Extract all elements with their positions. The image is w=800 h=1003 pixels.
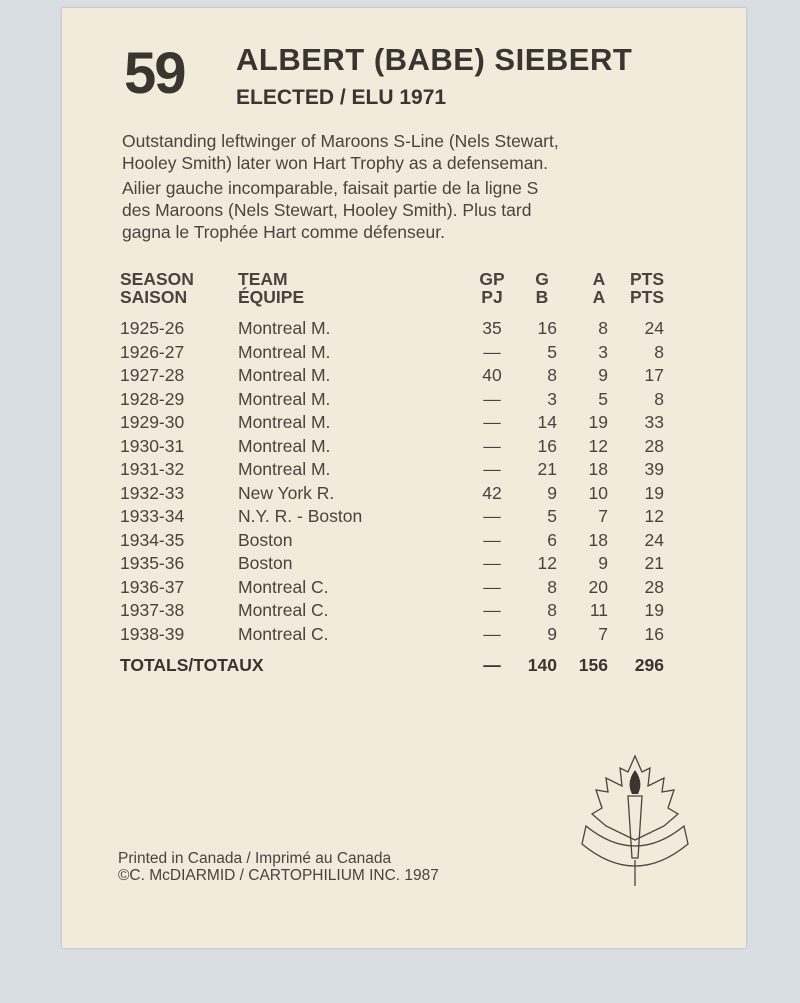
cell-season: 1928-29 [120,388,185,409]
cell-team: New York R. [238,482,335,503]
bio-line: Ailier gauche incomparable, faisait partie de la ligne S [122,178,539,198]
table-row [62,530,746,553]
cell-season: 1930-31 [120,435,185,456]
cell-g: 8 [547,576,557,597]
cell-team: Montreal M. [238,459,331,479]
cell-pts: 8 [654,341,664,362]
cell-gp: — [483,623,501,644]
cell-a: 5 [598,388,608,409]
table-row [62,389,746,412]
cell-g: 6 [547,529,557,550]
cell-gp: 42 [482,482,502,503]
cell-gp: — [483,435,501,456]
footer [118,850,439,884]
table-row [62,553,746,576]
cell-season: 1926-27 [120,341,185,362]
card-number: 59 [124,41,185,106]
cell-pts: 33 [644,412,664,432]
cell-season: 1938-39 [120,623,185,644]
table-row [62,600,746,623]
cell-g: 14 [537,412,557,432]
cell-gp: — [483,576,501,597]
cell-g: 21 [537,459,557,479]
cell-a: 18 [588,529,608,550]
cell-team: Montreal M. [238,365,331,385]
cell-a: 7 [598,506,608,526]
cell-a: 11 [589,600,608,620]
cell-gp: — [483,459,501,479]
cell-g: 8 [547,600,557,620]
totals-row [62,655,746,678]
player-name: ALBERT (BABE) SIEBERT [236,42,633,77]
cell-g: 3 [547,388,557,409]
header-g: G B [535,269,549,307]
cell-team: Montreal C. [238,623,329,644]
cell-team: N.Y. R. - Boston [238,506,363,526]
cell-pts: 24 [644,318,664,338]
totals-label: TOTALS/TOTAUX [120,655,264,675]
cell-season: 1927-28 [120,365,185,385]
cell-g: 8 [547,365,557,385]
cell-season: 1936-37 [120,576,185,597]
cell-gp: — [483,506,501,526]
table-row [62,483,746,506]
cell-pts: 19 [644,482,664,503]
cell-team: Montreal M. [238,341,331,362]
cell-gp: — [483,600,501,620]
cell-pts: 19 [644,600,664,620]
cell-g: 12 [537,553,557,573]
bio-line: Hooley Smith) later won Hart Trophy as a defenseman. [122,153,549,173]
cell-gp: — [483,529,501,550]
cell-a: 10 [588,482,608,503]
cell-gp: — [483,412,501,432]
cell-season: 1937-38 [120,600,185,620]
cell-gp: 40 [482,365,502,385]
table-row [62,412,746,435]
cell-team: Montreal M. [238,435,331,456]
cell-team: Montreal M. [238,318,331,338]
cell-team: Montreal C. [238,576,329,597]
cell-gp: 35 [482,318,502,338]
cell-a: 20 [588,576,608,597]
cell-a: 12 [588,435,608,456]
header-a: A A [592,269,606,307]
cell-season: 1933-34 [120,506,185,526]
totals-g: 140 [527,655,557,675]
bio-french [122,177,722,243]
cell-g: 9 [547,623,557,644]
table-row [62,459,746,482]
bio-line: des Maroons (Nels Stewart, Hooley Smith). Plus tard [122,200,532,220]
printed-in-canada: Printed in Canada / Imprimé au Canada [118,850,392,867]
table-row [62,624,746,647]
cell-team: Montreal C. [238,600,329,620]
hockey-hall-of-fame-logo [578,748,693,888]
card-back [62,8,746,948]
header-team: TEAM ÉQUIPE [238,269,305,307]
cell-a: 3 [598,341,608,362]
cell-g: 5 [547,506,557,526]
cell-team: Boston [238,553,293,573]
cell-pts: 28 [644,435,664,456]
header-season: SEASON SAISON [120,269,194,307]
cell-season: 1929-30 [120,412,185,432]
totals-gp: — [483,655,501,675]
totals-a: 156 [578,655,608,675]
bio-english [122,130,722,174]
cell-pts: 16 [644,623,664,644]
cell-pts: 8 [654,388,664,409]
cell-g: 16 [537,435,557,456]
cell-pts: 39 [644,459,664,479]
cell-pts: 12 [644,506,664,526]
cell-a: 9 [598,365,608,385]
cell-pts: 21 [644,553,664,573]
cell-gp: — [483,341,501,362]
totals-pts: 296 [634,655,664,675]
cell-pts: 24 [644,529,664,550]
cell-g: 16 [537,318,557,338]
cell-g: 9 [547,482,557,503]
cell-pts: 17 [644,365,664,385]
bio-line: Outstanding leftwinger of Maroons S-Line (Nels Stewart, [122,131,559,151]
cell-g: 5 [547,341,557,362]
cell-gp: — [483,553,501,573]
cell-season: 1932-33 [120,482,185,503]
header-gp: GP PJ [479,269,505,307]
cell-a: 8 [598,318,608,338]
table-row [62,506,746,529]
copyright: ©C. McDIARMID / CARTOPHILIUM INC. 1987 [118,867,439,884]
cell-team: Montreal M. [238,412,331,432]
cell-gp: — [483,388,501,409]
cell-season: 1925-26 [120,318,185,338]
cell-pts: 28 [644,576,664,597]
cell-team: Boston [238,529,293,550]
cell-a: 9 [598,553,608,573]
table-row [62,342,746,365]
table-row [62,436,746,459]
cell-team: Montreal M. [238,388,331,409]
cell-a: 18 [588,459,608,479]
table-row [62,365,746,388]
cell-season: 1934-35 [120,529,185,550]
cell-season: 1931-32 [120,459,185,479]
cell-a: 7 [598,623,608,644]
bio-line: gagna le Trophée Hart comme défenseur. [122,222,445,242]
elected-year: ELECTED / ELU 1971 [236,86,447,109]
table-header [62,270,746,310]
table-row [62,577,746,600]
table-row [62,318,746,341]
cell-season: 1935-36 [120,553,185,573]
cell-a: 19 [588,412,608,432]
header-pts: PTS PTS [629,269,665,307]
